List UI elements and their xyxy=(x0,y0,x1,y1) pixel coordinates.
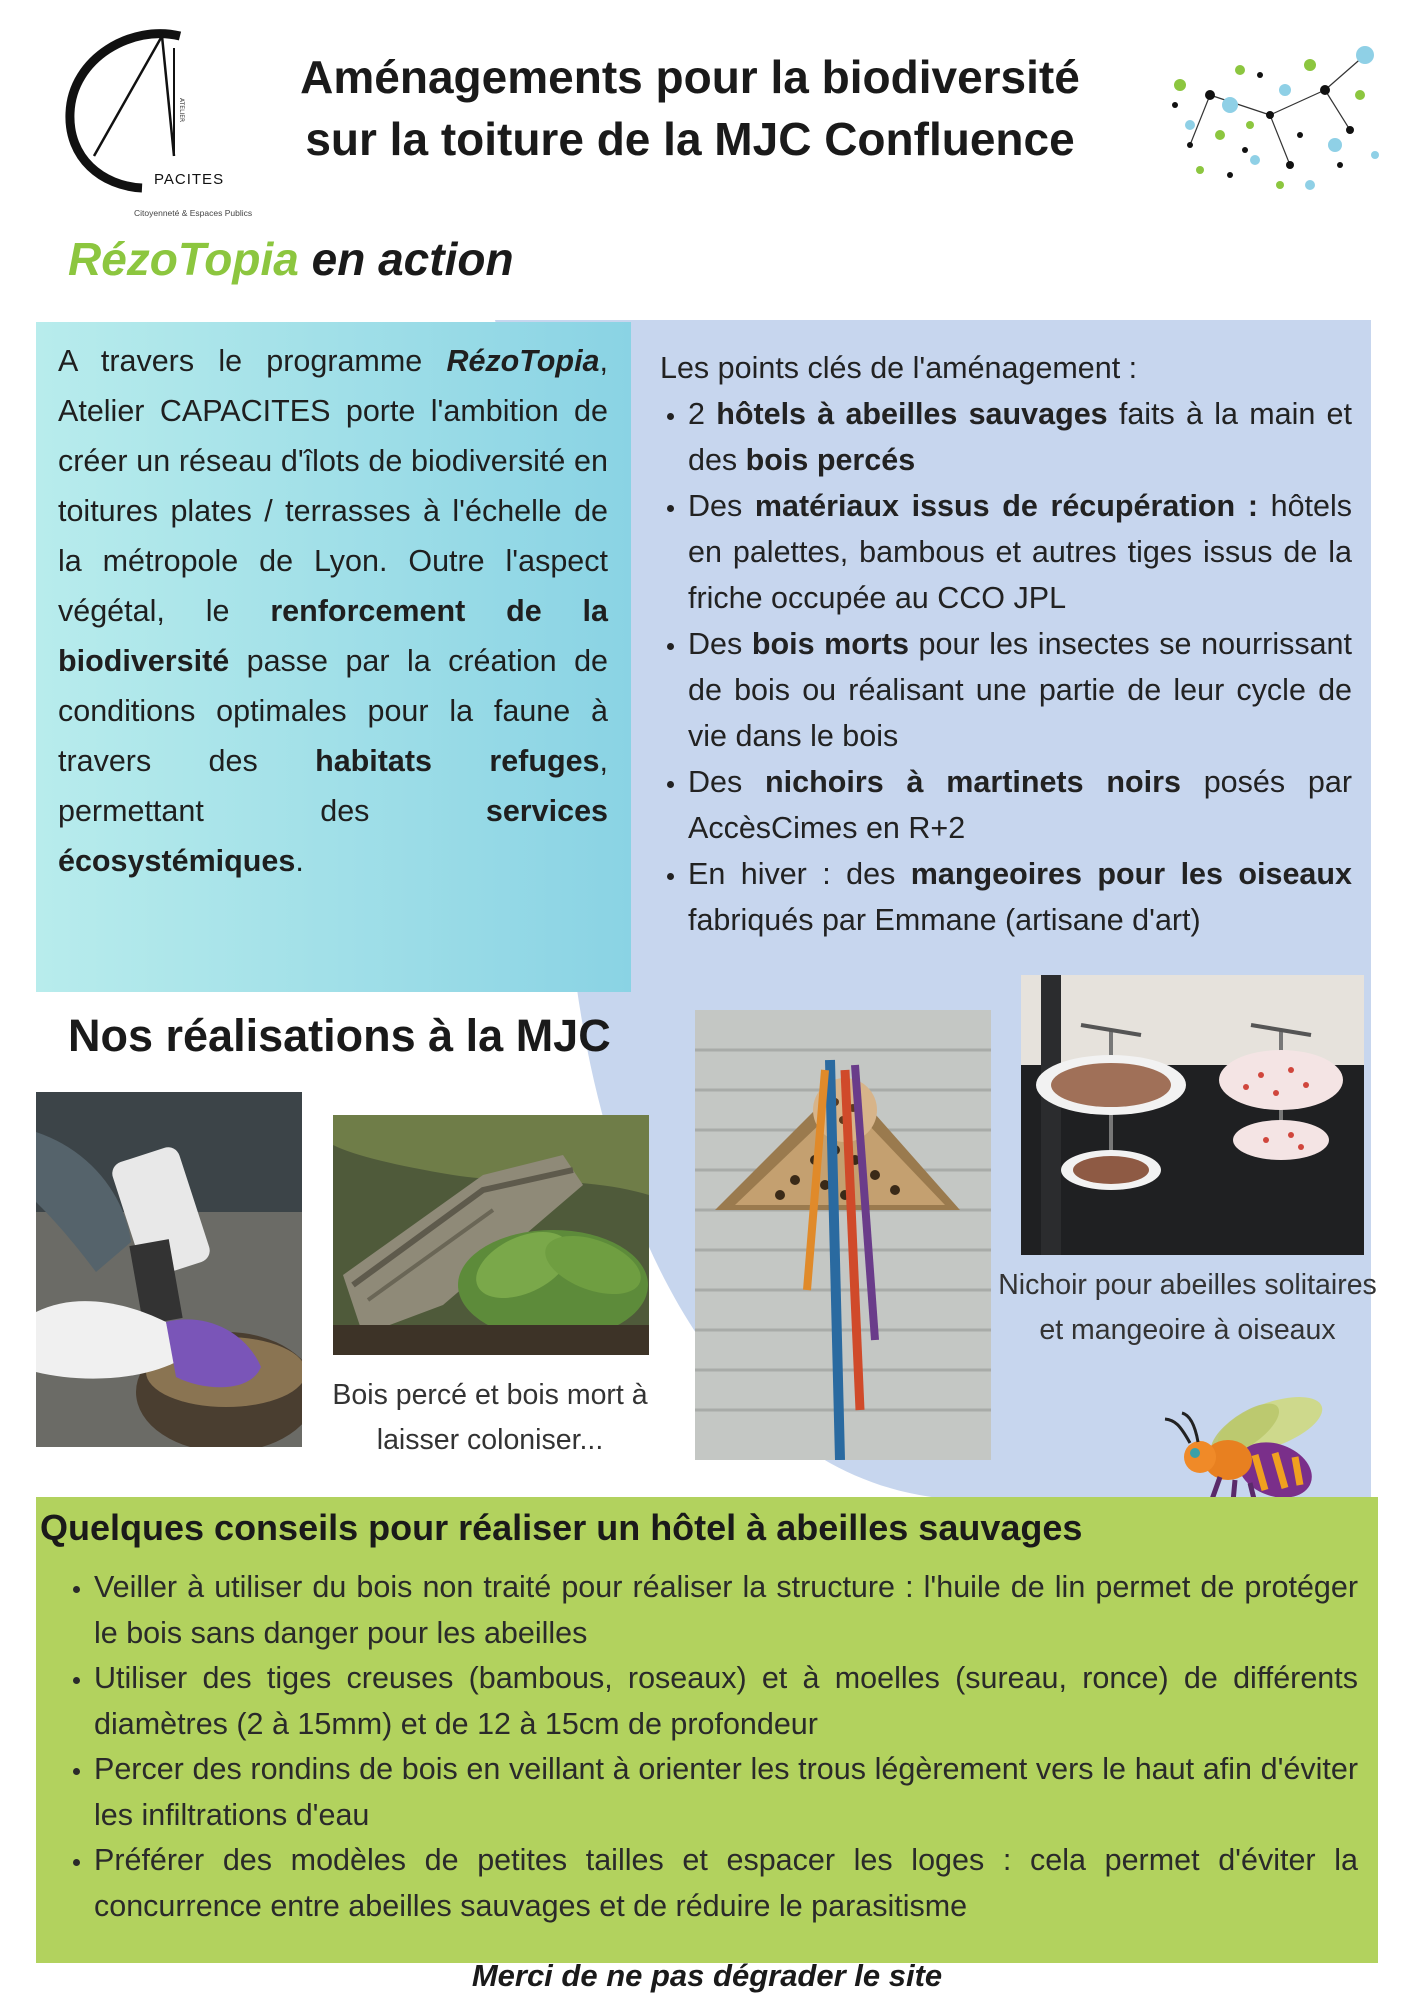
intro-text-1: A travers le programme xyxy=(58,344,447,378)
capacites-logo xyxy=(62,28,253,218)
title-line-2: sur la toiture de la MJC Confluence xyxy=(305,113,1075,165)
tip-item: • Percer des rondins de bois en veillant à orienter les trous légèrement vers le haut afin d'éviter les infiltrations d'eau xyxy=(94,1747,1358,1838)
bee-hotel-photo xyxy=(695,1010,991,1460)
tips-box xyxy=(36,1497,1378,1963)
intro-text-3: passe par la création de conditions optimales pour la faune à travers des xyxy=(58,644,608,778)
tip-item: • Préférer des modèles de petites tailles et espacer les loges : cela permet d'éviter la concurrence entre abeilles sauvages et de réduire le parasitisme xyxy=(94,1838,1358,1929)
subtitle-brand: RézoTopia xyxy=(68,233,299,285)
realisations-heading: Nos réalisations à la MJC xyxy=(68,1010,611,1061)
keypoints-title: Les points clés de l'aménagement : xyxy=(660,351,1138,385)
intro-bold-3: services écosystémiques xyxy=(58,794,608,878)
logo-tagline: Citoyenneté & Espaces Publics xyxy=(134,208,253,218)
intro-bold-1: renforcement de la biodiversité xyxy=(58,594,608,678)
intro-text-5: . xyxy=(295,844,304,878)
subtitle-rest: en action xyxy=(298,233,514,285)
network-dots-decoration xyxy=(1150,35,1385,205)
title-line-1: Aménagements pour la biodiversité xyxy=(300,51,1080,103)
intro-bold-2: habitats refuges xyxy=(315,744,600,778)
section-subtitle xyxy=(68,232,514,286)
keypoints-section xyxy=(640,345,1352,943)
page-title xyxy=(210,46,1170,170)
intro-box xyxy=(36,322,631,992)
keypoint-item: • 2 hôtels à abeilles sauvages faits à la main et des bois percés xyxy=(688,391,1352,483)
logo-vertical-text: ATELIER xyxy=(178,98,185,123)
intro-brand: RézoTopia xyxy=(446,344,600,378)
keypoint-item: • Des nichoirs à martinets noirs posés par AccèsCimes en R+2 xyxy=(688,759,1352,851)
keypoint-item: • En hiver : des mangeoires pour les oiseaux fabriqués par Emmane (artisane d'art) xyxy=(688,851,1352,943)
bird-feeder-photo xyxy=(1021,975,1364,1255)
caption-dead-wood: Bois percé et bois mort à laisser coloniser... xyxy=(332,1379,648,1456)
tip-item: • Veiller à utiliser du bois non traité pour réaliser la structure : l'huile de lin permet de protéger le bois sans danger pour les abeilles xyxy=(94,1565,1358,1656)
keypoints-list xyxy=(640,391,1352,943)
drilling-photo xyxy=(36,1092,302,1447)
dead-wood-photo xyxy=(333,1115,649,1355)
intro-text-2: , Atelier CAPACITES porte l'ambition de créer un réseau d'îlots de biodiversité en toitures plates / terrasses à l'échelle de la métropole de Lyon. Outre l'aspect végétal, le xyxy=(58,344,608,628)
tip-item: • Utiliser des tiges creuses (bambous, roseaux) et à moelles (sureau, ronce) de différents diamètres (2 à 15mm) et de 12 à 15cm de profondeur xyxy=(94,1656,1358,1747)
keypoint-item: • Des bois morts pour les insectes se nourrissant de bois ou réalisant une partie de leur cycle de vie dans le bois xyxy=(688,621,1352,759)
intro-text-4: , permettant des xyxy=(58,744,608,828)
intro-paragraph xyxy=(58,336,608,886)
tips-list xyxy=(36,1565,1358,1929)
footer-note: Merci de ne pas dégrader le site xyxy=(471,1958,943,1993)
caption-feeder: Nichoir pour abeilles solitaires et mangeoire à oiseaux xyxy=(998,1269,1377,1346)
tips-title: Quelques conseils pour réaliser un hôtel à abeilles sauvages xyxy=(40,1507,1083,1548)
keypoint-item: • Des matériaux issus de récupération : hôtels en palettes, bambous et autres tiges issus de la friche occupée au CCO JPL xyxy=(688,483,1352,621)
logo-wordmark: PACITES xyxy=(154,171,225,188)
